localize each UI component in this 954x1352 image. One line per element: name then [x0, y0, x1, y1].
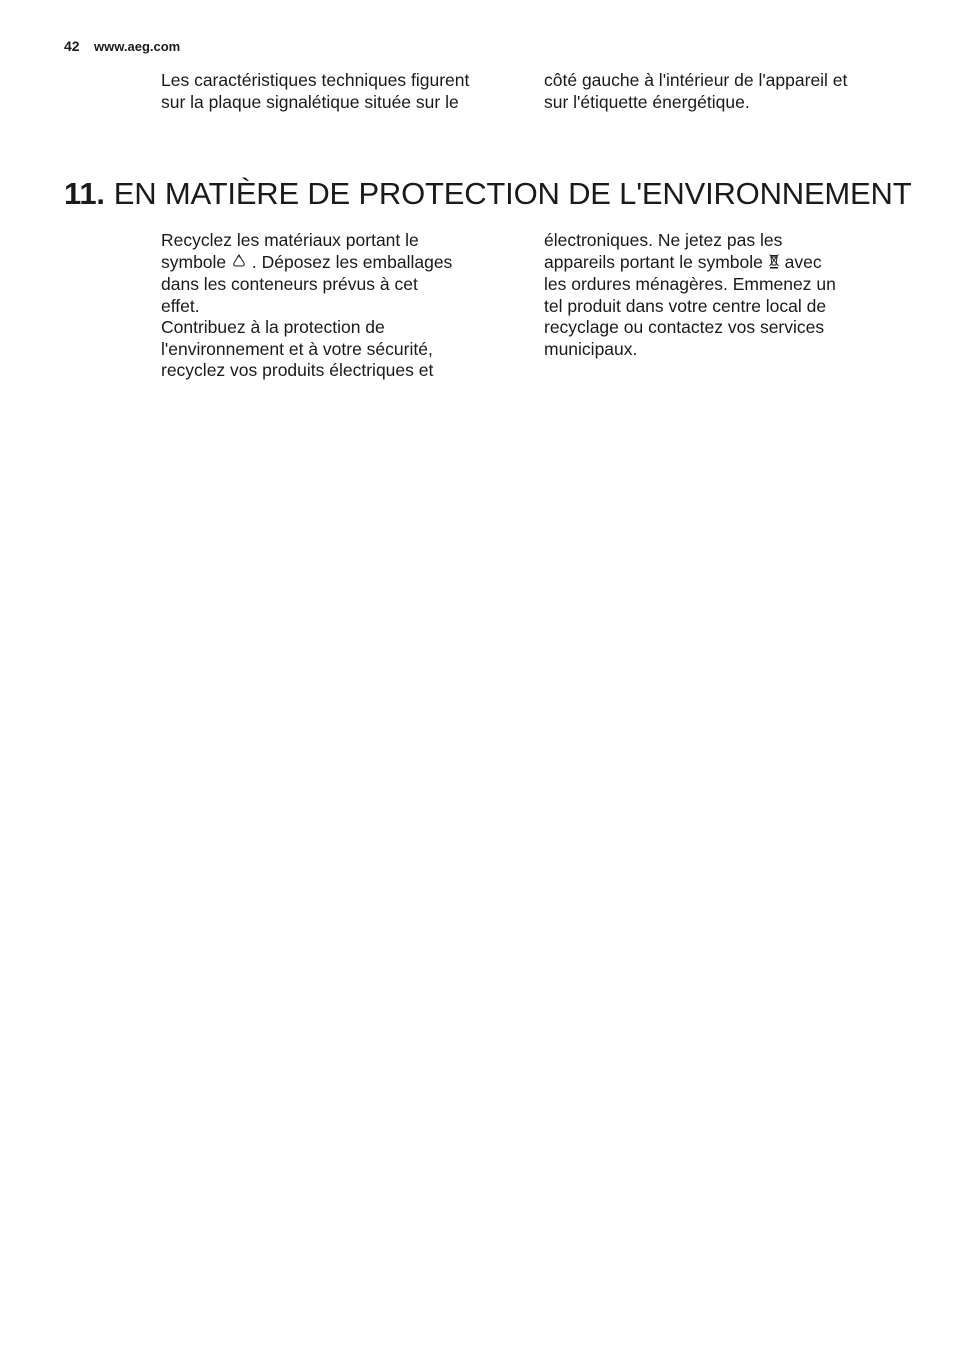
text-line: sur l'étiquette énergétique.: [544, 91, 750, 112]
page-number: 42: [64, 38, 80, 54]
intro-right-column: [544, 70, 847, 113]
text-line: dans les conteneurs prévus à cet: [161, 274, 418, 294]
text-line: électroniques. Ne jetez pas les: [544, 230, 783, 250]
text-fragment: appareils portant le symbole: [544, 251, 763, 272]
body-left-column: [161, 230, 452, 382]
text-line: les ordures ménagères. Emmenez un: [544, 274, 836, 294]
text-line: [544, 252, 836, 275]
section-number: 11.: [64, 176, 105, 211]
text-line: l'environnement et à votre sécurité,: [161, 338, 433, 359]
body-right-column: [544, 230, 836, 360]
text-line: Les caractéristiques techniques figurent: [161, 70, 470, 90]
text-line: effet.: [161, 295, 200, 316]
page-header: [64, 38, 180, 56]
site-url: www.aeg.com: [94, 39, 181, 54]
text-line: municipaux.: [544, 338, 638, 359]
text-line: [161, 252, 452, 275]
recycle-icon: [231, 253, 247, 275]
text-line: recyclage ou contactez vos services: [544, 317, 825, 337]
crossed-bin-icon: [768, 252, 780, 275]
text-fragment: . Déposez les emballages: [251, 251, 453, 272]
text-fragment: symbole: [161, 251, 227, 272]
section-heading: [64, 175, 911, 213]
intro-left-column: [161, 70, 469, 113]
text-line: côté gauche à l'intérieur de l'appareil et: [544, 70, 848, 90]
text-line: sur la plaque signalétique située sur le: [161, 91, 459, 112]
text-fragment: avec: [784, 251, 822, 272]
text-line: Recyclez les matériaux portant le: [161, 230, 419, 250]
text-line: recyclez vos produits électriques et: [161, 360, 434, 380]
section-title: EN MATIÈRE DE PROTECTION DE L'ENVIRONNEMENT: [113, 176, 912, 211]
text-line: tel produit dans votre centre local de: [544, 295, 827, 316]
text-line: Contribuez à la protection de: [161, 317, 385, 337]
